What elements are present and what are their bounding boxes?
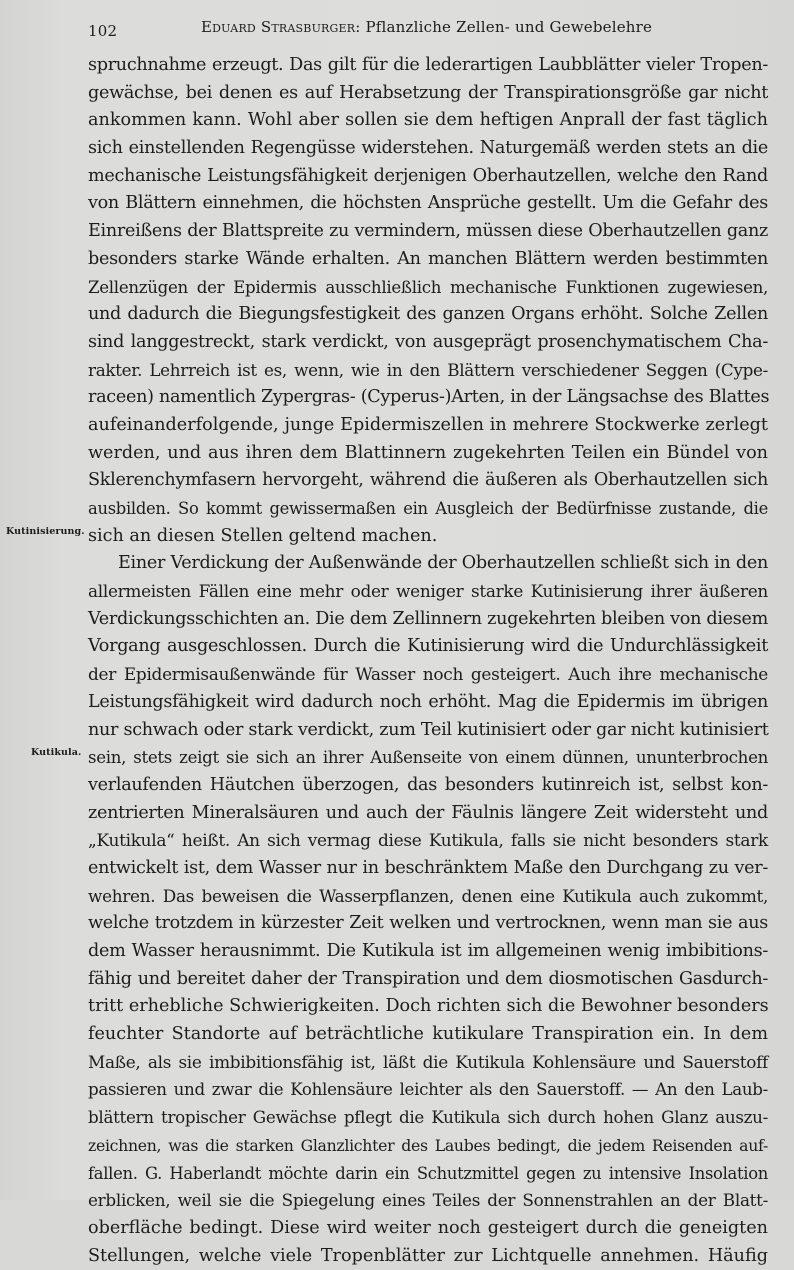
text-line: „Kutikula“ heißt. An sich vermag diese Kutikula, falls sie nicht besonders stark — [88, 830, 768, 851]
text-line: von Blättern einnehmen, die höchsten Ansprüche gestellt. Um die Gefahr des — [88, 193, 768, 214]
page-number: 102 — [88, 22, 118, 40]
margin-note-kutikula: Kutikula. — [31, 747, 82, 758]
text-line: besonders starke Wände erhalten. An manchen Blättern werden bestimmten — [88, 248, 768, 269]
text-line: erblicken, weil sie die Spiegelung eines Teiles der Sonnenstrahlen an der Blatt- — [88, 1190, 768, 1211]
text-line: zentrierten Mineralsäuren und auch der Fäulnis längere Zeit widersteht und — [88, 802, 768, 823]
text-line: Maße, als sie imbibitionsfähig ist, läßt die Kutikula Kohlensäure und Sauerstoff — [88, 1051, 768, 1072]
text-line: Zellenzügen der Epidermis ausschließlich mechanische Funktionen zugewiesen, — [88, 277, 768, 297]
margin-note-kutinisierung: Kutinisierung. — [6, 526, 85, 537]
paragraph-end-line: sich an diesen Stellen geltend machen. — [88, 525, 438, 546]
text-line: passieren und zwar die Kohlensäure leichter als den Sauerstoff. — An den Laub- — [88, 1080, 768, 1100]
text-line: und dadurch die Biegungsfestigkeit des ganzen Organs erhöht. Solche Zellen — [88, 304, 768, 325]
text-line: spruchnahme erzeugt. Das gilt für die lederartigen Laubblätter vieler Tropen- — [88, 55, 768, 75]
text-line: Sklerenchymfasern hervorgeht, während die äußeren als Oberhautzellen sich — [88, 470, 768, 491]
header-title: Pflanzliche Zellen- und Gewebelehre — [365, 18, 653, 36]
text-line: rakter. Lehrreich ist es, wenn, wie in den Blättern verschiedener Seggen (Cype- — [88, 359, 768, 380]
text-line: sein, stets zeigt sie sich an ihrer Außenseite von einem dünnen, ununterbrochen — [88, 748, 768, 768]
running-title — [201, 18, 652, 36]
text-line: gewächse, bei denen es auf Herabsetzung der Transpirationsgröße gar nicht — [88, 82, 768, 103]
text-line: mechanische Leistungsfähigkeit derjenigen Oberhautzellen, welche den Rand — [88, 165, 768, 186]
text-line: werden, und aus ihren dem Blattinnern zugekehrten Teilen ein Bündel von — [88, 442, 768, 463]
text-line: Stellungen, welche viele Tropenblätter zur Lichtquelle annehmen. Häufig — [88, 1245, 768, 1266]
running-header — [88, 18, 768, 40]
text-line: dem Wasser herausnimmt. Die Kutikula ist im allgemeinen wenig imbibitions- — [88, 941, 768, 961]
text-line: blättern tropischer Gewächse pflegt die Kutikula sich durch hohen Glanz auszu- — [88, 1107, 768, 1128]
text-line: fähig und bereitet daher der Transpiration und dem diosmotischen Gasdurch- — [88, 968, 768, 989]
text-line: sind langgestreckt, stark verdickt, von ausgeprägt prosenchymatischem Cha- — [88, 331, 768, 352]
text-line: Vorgang ausgeschlossen. Durch die Kutinisierung wird die Undurchlässigkeit — [88, 636, 768, 657]
text-line: Leistungsfähigkeit wird dadurch noch erhöht. Mag die Epidermis im übrigen — [88, 691, 768, 712]
body-text — [88, 52, 768, 1270]
text-line: tritt erhebliche Schwierigkeiten. Doch richten sich die Bewohner besonders — [88, 996, 769, 1017]
text-line: Verdickungsschichten an. Die dem Zellinnern zugekehrten bleiben von diesem — [88, 608, 769, 629]
text-line: fallen. G. Haberlandt möchte darin ein Schutzmittel gegen zu intensive Insolation — [88, 1163, 768, 1183]
text-line: oberfläche bedingt. Diese wird weiter noch gesteigert durch die geneigten — [88, 1217, 768, 1238]
text-line: verlaufenden Häutchen überzogen, das besonders kutinreich ist, selbst kon- — [88, 774, 768, 795]
text-line: ausbilden. So kommt gewissermaßen ein Ausgleich der Bedürfnisse zustande, die — [88, 499, 768, 518]
text-line: allermeisten Fällen eine mehr oder weniger starke Kutinisierung ihrer äußeren — [88, 581, 768, 602]
text-line: raceen) namentlich Zypergras- (Cyperus-)Arten, in der Längsachse des Blattes — [88, 387, 770, 408]
text-line: nur schwach oder stark verdickt, zum Teil kutinisiert oder gar nicht kutinisiert — [88, 719, 769, 740]
text-line: sich einstellenden Regengüsse widerstehen. Naturgemäß werden stets an die — [88, 138, 768, 159]
paragraph-start-line: Einer Verdickung der Außenwände der Oberhautzellen schließt sich in den — [118, 553, 768, 574]
text-line: Einreißens der Blattspreite zu vermindern, müssen diese Oberhautzellen ganz — [88, 221, 768, 242]
text-line: welche trotzdem in kürzester Zeit welken und vertrocknen, wenn man sie aus — [88, 913, 768, 934]
text-line: aufeinanderfolgende, junge Epidermiszellen in mehrere Stockwerke zerlegt — [88, 414, 768, 435]
header-author: Eduard Strasburger: — [201, 18, 361, 36]
text-line: ankommen kann. Wohl aber sollen sie dem heftigen Anprall der fast täglich — [88, 110, 768, 131]
text-line: wehren. Das beweisen die Wasserpflanzen, denen eine Kutikula auch zukommt, — [88, 885, 768, 906]
text-line: feuchter Standorte auf beträchtliche kutikulare Transpiration ein. In dem — [88, 1024, 768, 1045]
text-line: entwickelt ist, dem Wasser nur in beschränktem Maße den Durchgang zu ver- — [88, 857, 768, 878]
text-line: zeichnen, was die starken Glanzlichter des Laubes bedingt, die jedem Reisenden auf- — [88, 1135, 768, 1155]
text-line: der Epidermisaußenwände für Wasser noch gesteigert. Auch ihre mechanische — [88, 664, 768, 685]
